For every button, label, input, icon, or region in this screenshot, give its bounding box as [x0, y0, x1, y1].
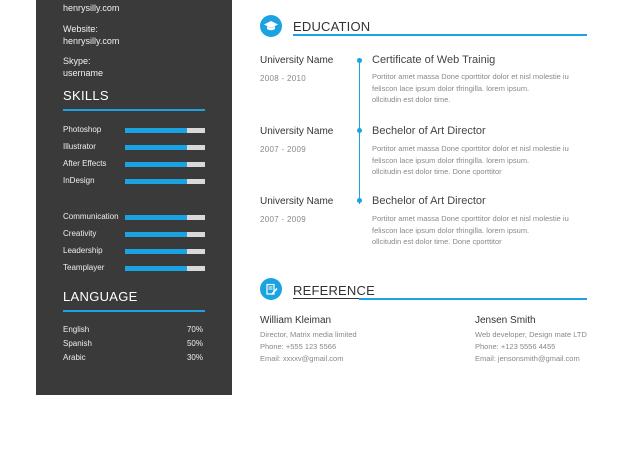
skill-fill [125, 145, 187, 150]
email-value: henrysilly.com [63, 3, 120, 13]
education-years: 2007 - 2009 [260, 145, 307, 154]
reference-email: Email: xxxxv@gmail.com [260, 354, 344, 363]
education-description [372, 213, 590, 248]
skype-value: username [63, 68, 104, 78]
reference-name: Jensen Smith [475, 315, 536, 326]
skill-name: After Effects [63, 159, 107, 168]
description-line: ollcitudin est dolor time. Done cporttitor [372, 237, 502, 246]
description-line: ollcitudin est dolor time. [372, 95, 451, 104]
skill-row [63, 175, 205, 187]
language-row [63, 324, 203, 336]
skill-bar [125, 128, 205, 133]
skills-heading: SKILLS [63, 88, 109, 103]
education-description [372, 71, 590, 106]
description-line: Portitor amet massa Done cporttitor dolor et nisl molestie iu [372, 72, 569, 81]
education-title: EDUCATION [293, 19, 371, 34]
skill-row [63, 228, 205, 240]
skill-bar [125, 266, 205, 271]
education-years: 2008 - 2010 [260, 74, 307, 83]
description-line: feliscon lace ipsum dolor tfringilla. lorem ipsum. [372, 155, 530, 165]
reference-phone: Phone: +555 123 5566 [260, 342, 337, 351]
reference-rule-dark [293, 298, 359, 299]
education-school: University Name [260, 55, 334, 66]
reference-role: Web developer, Design mate LTD [475, 330, 587, 339]
description-line: ollcitudin est dolor time. Done cporttitor [372, 167, 502, 176]
website-value: henrysilly.com [63, 36, 120, 46]
reference-rule [359, 298, 587, 300]
document-pen-icon [260, 278, 282, 300]
graduation-cap-icon [260, 15, 282, 37]
timeline-dot [357, 128, 362, 133]
skill-name: InDesign [63, 176, 95, 185]
language-level: 30% [186, 353, 203, 362]
description-line: Portitor amet massa Done cporttitor dolor et nisl molestie iu [372, 144, 569, 153]
skill-name: Creativity [63, 229, 97, 238]
education-school: University Name [260, 126, 334, 137]
language-row [63, 352, 203, 364]
language-row [63, 338, 203, 350]
skill-fill [125, 249, 187, 254]
skill-name: Photoshop [63, 125, 102, 134]
reference-phone: Phone: +123 5556 4455 [475, 342, 556, 351]
website-label: Website: [63, 24, 98, 34]
language-level: 50% [186, 339, 203, 348]
skill-row [63, 211, 205, 223]
skill-row [63, 262, 205, 274]
skill-bar [125, 162, 205, 167]
education-description [372, 143, 590, 178]
education-degree: Certificate of Web Trainig [372, 54, 496, 66]
cropped-text-fragment [372, 0, 450, 1]
education-school: University Name [260, 196, 334, 207]
skill-fill [125, 215, 187, 220]
reference-email: Email: jensonsmith@gmail.com [475, 354, 580, 363]
skill-fill [125, 128, 187, 133]
language-name: Arabic [63, 353, 86, 362]
skill-name: Leadership [63, 246, 103, 255]
language-rule [63, 310, 205, 312]
reference-name: William Kleiman [260, 315, 332, 326]
skill-name: Illustrator [63, 142, 96, 151]
skill-fill [125, 179, 187, 184]
education-years: 2007 - 2009 [260, 215, 307, 224]
skill-bar [125, 249, 205, 254]
education-degree: Bechelor of Art Director [372, 125, 486, 137]
description-line: feliscon lace ipsum dolor tfringilla. lorem ipsum. [372, 83, 530, 93]
skill-fill [125, 162, 187, 167]
skill-row [63, 245, 205, 257]
timeline-dot [357, 198, 362, 203]
language-heading: LANGUAGE [63, 289, 138, 304]
skype-label: Skype: [63, 56, 91, 66]
skill-bar [125, 232, 205, 237]
skill-fill [125, 232, 187, 237]
skill-name: Communication [63, 212, 119, 221]
skill-bar [125, 179, 205, 184]
language-name: English [63, 325, 90, 334]
skill-bar [125, 145, 205, 150]
timeline-dot [357, 58, 362, 63]
language-level: 70% [186, 325, 203, 334]
skills-rule [63, 109, 205, 111]
education-rule [293, 34, 587, 36]
description-line: Portitor amet massa Done cporttitor dolor et nisl molestie iu [372, 214, 569, 223]
description-line: feliscon lace ipsum dolor tfringilla. lorem ipsum. [372, 225, 530, 235]
skill-row [63, 158, 205, 170]
language-name: Spanish [63, 339, 92, 348]
reference-role: Director, Matrix media limited [260, 330, 357, 339]
skill-row [63, 124, 205, 136]
skill-row [63, 141, 205, 153]
skill-fill [125, 266, 187, 271]
education-degree: Bechelor of Art Director [372, 195, 486, 207]
reference-title: REFERENCE [293, 283, 375, 298]
skill-name: Teamplayer [63, 263, 105, 272]
sidebar [36, 0, 232, 395]
skill-bar [125, 215, 205, 220]
